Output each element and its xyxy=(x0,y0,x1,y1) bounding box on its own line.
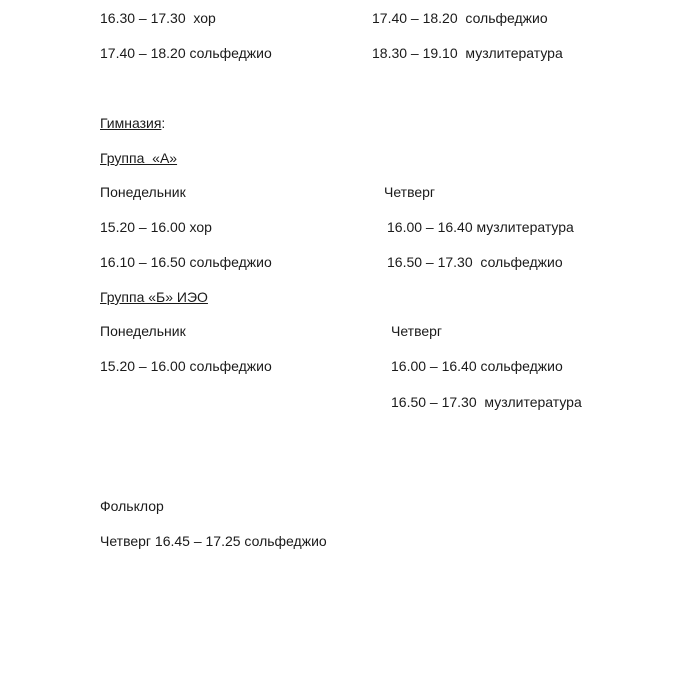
group-b-title: Группа «Б» ИЭО xyxy=(100,289,208,305)
group-b-left-item-1: 15.20 – 16.00 сольфеджио xyxy=(100,358,272,374)
group-a-right-item-2: 16.50 – 17.30 сольфеджио xyxy=(387,254,563,270)
group-a-left-day: Понедельник xyxy=(100,184,186,200)
group-a-right-day: Четверг xyxy=(384,184,436,200)
gymnasium-heading xyxy=(100,115,165,131)
gymnasium-heading-text: Гимназия xyxy=(100,115,162,131)
folklore-entry: Четверг 16.45 – 17.25 сольфеджио xyxy=(100,533,327,549)
group-b-right-day: Четверг xyxy=(391,323,443,339)
top-right-item-1: 17.40 – 18.20 сольфеджио xyxy=(372,10,548,26)
folklore-title: Фольклор xyxy=(100,498,164,514)
group-a-left-item-2: 16.10 – 16.50 сольфеджио xyxy=(100,254,272,270)
group-b-left-day: Понедельник xyxy=(100,323,186,339)
top-right-item-2: 18.30 – 19.10 музлитература xyxy=(372,45,563,61)
group-a-title: Группа «А» xyxy=(100,150,178,166)
top-left-item-2: 17.40 – 18.20 сольфеджио xyxy=(100,45,272,61)
group-a-right-item-1: 16.00 – 16.40 музлитература xyxy=(387,219,574,235)
group-b-right-item-2: 16.50 – 17.30 музлитература xyxy=(391,394,582,410)
group-b-right-item-1: 16.00 – 16.40 сольфеджио xyxy=(391,358,563,374)
group-a-left-item-1: 15.20 – 16.00 хор xyxy=(100,219,212,235)
top-left-item-1: 16.30 – 17.30 хор xyxy=(100,10,216,26)
gymnasium-heading-colon: : xyxy=(161,115,166,131)
